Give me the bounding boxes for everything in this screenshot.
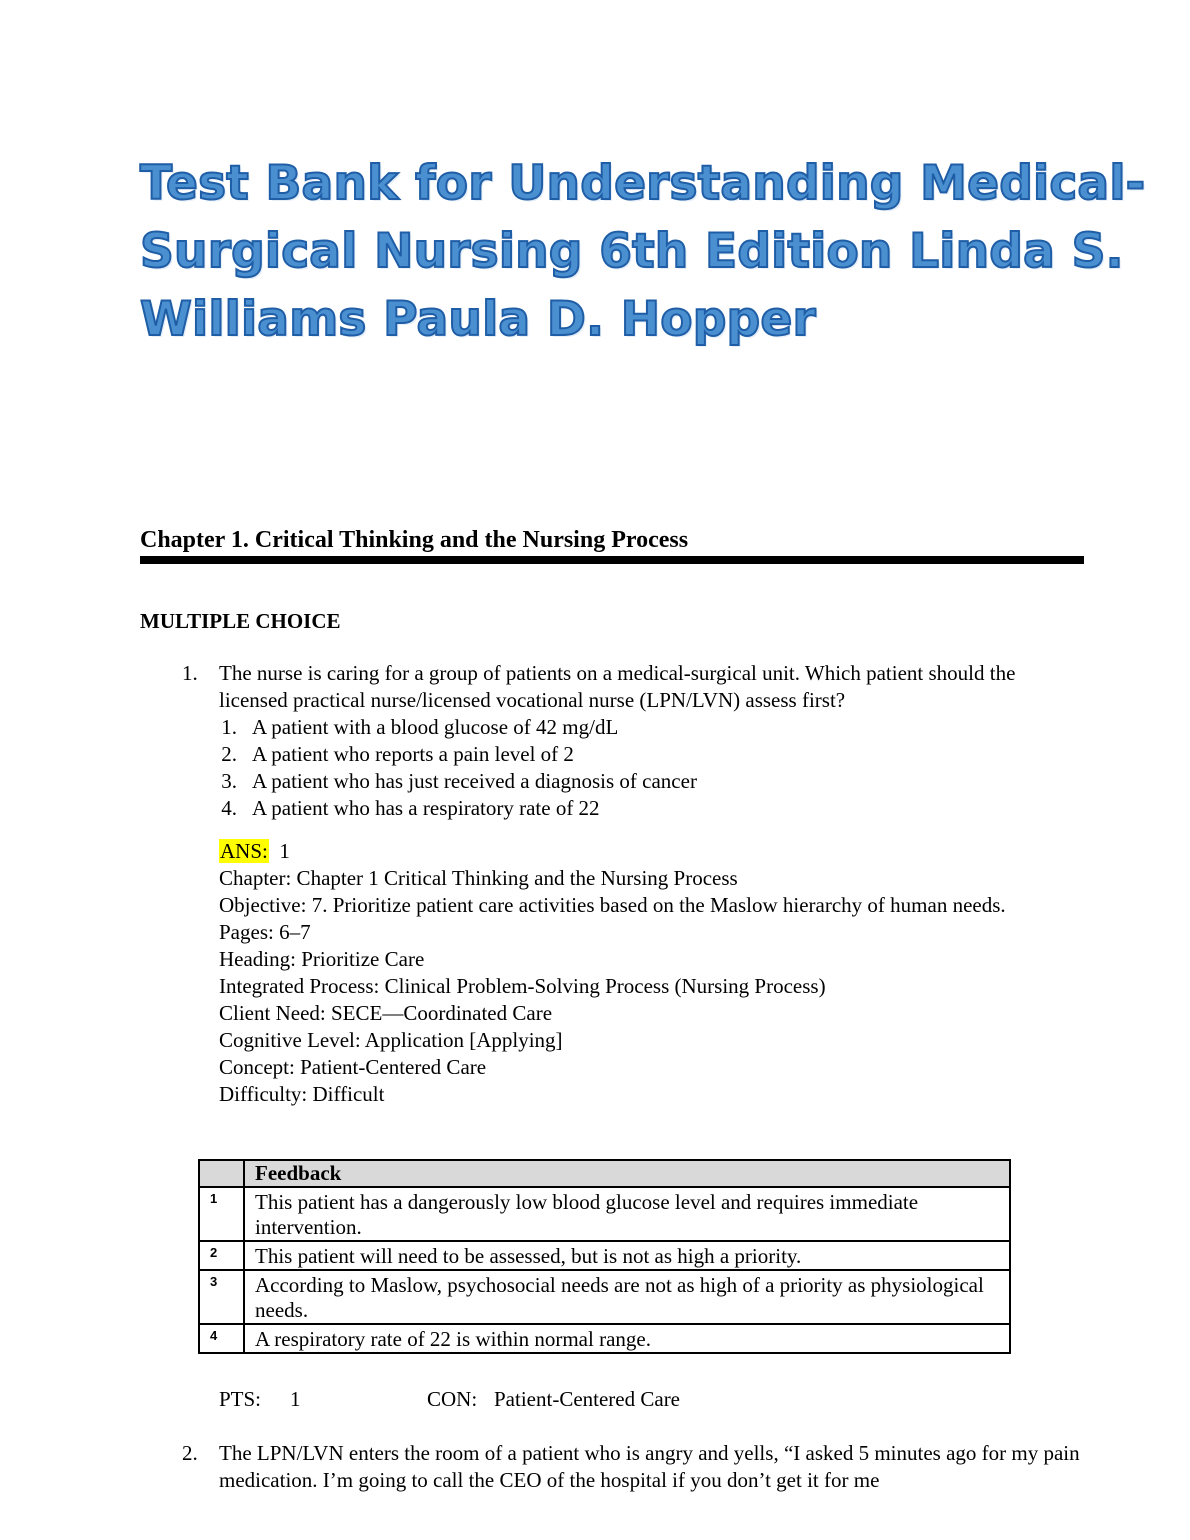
feedback-row-text: This patient will need to be assessed, but is not as high a priority.	[244, 1241, 1010, 1270]
feedback-row-text: According to Maslow, psychosocial needs are not as high of a priority as physiological needs.	[244, 1270, 1010, 1324]
question-stem: The LPN/LVN enters the room of a patient who is angry and yells, “I asked 5 minutes ago for my pain medication. I’m going to call the CEO of the hospital if you don’t get it for me	[219, 1441, 1080, 1492]
document-title	[140, 150, 1146, 354]
feedback-row-text: A respiratory rate of 22 is within normal range.	[244, 1324, 1010, 1353]
table-row	[199, 1241, 1010, 1270]
chapter-divider	[140, 556, 1084, 564]
table-row	[199, 1324, 1010, 1353]
option-number: 4.	[221, 796, 237, 820]
option-text: A patient who has just received a diagnosis of cancer	[252, 769, 697, 793]
meta-difficulty: Difficulty: Difficult	[219, 1082, 385, 1106]
feedback-header-row	[199, 1160, 1010, 1187]
option-text: A patient who has a respiratory rate of 22	[252, 796, 600, 820]
title-line: Surgical Nursing 6th Edition Linda S.	[140, 224, 1124, 279]
feedback-row-number: 4	[199, 1324, 244, 1353]
concept-value: Patient-Centered Care	[494, 1387, 681, 1411]
table-row	[199, 1187, 1010, 1241]
concept-label: CON:	[427, 1387, 478, 1411]
points-line	[219, 1386, 919, 1413]
feedback-row-number: 3	[199, 1270, 244, 1324]
meta-heading: Heading: Prioritize Care	[219, 947, 425, 971]
option-text: A patient who reports a pain level of 2	[252, 742, 574, 766]
meta-client-need: Client Need: SECE—Coordinated Care	[219, 1001, 553, 1025]
meta-concept: Concept: Patient-Centered Care	[219, 1055, 487, 1079]
option-number: 1.	[221, 715, 237, 739]
question-1	[140, 660, 1090, 820]
feedback-header: Feedback	[244, 1160, 1010, 1187]
meta-integrated-process: Integrated Process: Clinical Problem-Solving Process (Nursing Process)	[219, 974, 826, 998]
option-number: 2.	[221, 742, 237, 766]
chapter-heading: Chapter 1. Critical Thinking and the Nursing Process	[140, 527, 689, 553]
meta-chapter: Chapter: Chapter 1 Critical Thinking and the Nursing Process	[219, 866, 738, 890]
option-text: A patient with a blood glucose of 42 mg/dL	[252, 715, 619, 739]
answer-metadata	[219, 838, 1049, 1108]
feedback-row-number: 2	[199, 1241, 244, 1270]
meta-pages: Pages: 6–7	[219, 920, 311, 944]
table-row	[199, 1270, 1010, 1324]
answer-label-highlight: ANS:	[220, 839, 268, 863]
question-number: 1.	[182, 661, 198, 685]
feedback-row-number: 1	[199, 1187, 244, 1241]
feedback-header-blank	[199, 1160, 244, 1187]
meta-objective: Objective: 7. Prioritize patient care activities based on the Maslow hierarchy of human needs.	[219, 893, 1006, 917]
option-number: 3.	[221, 769, 237, 793]
answer-value: 1	[279, 839, 290, 863]
answer-line	[219, 838, 1049, 865]
title-line: Williams Paula D. Hopper	[140, 292, 816, 347]
feedback-table	[198, 1159, 1011, 1354]
points-value: 1	[290, 1387, 301, 1411]
meta-cognitive-level: Cognitive Level: Application [Applying]	[219, 1028, 563, 1052]
question-number: 2.	[182, 1441, 198, 1465]
points-label: PTS:	[219, 1387, 262, 1411]
title-line: Test Bank for Understanding Medical-	[140, 156, 1146, 211]
section-heading: MULTIPLE CHOICE	[140, 609, 341, 633]
feedback-row-text: This patient has a dangerously low blood glucose level and requires immediate intervention.	[244, 1187, 1010, 1241]
question-stem: The nurse is caring for a group of patients on a medical-surgical unit. Which patient should the licensed practical nurse/licensed vocational nurse (LPN/LVN) assess first?	[219, 661, 1016, 712]
